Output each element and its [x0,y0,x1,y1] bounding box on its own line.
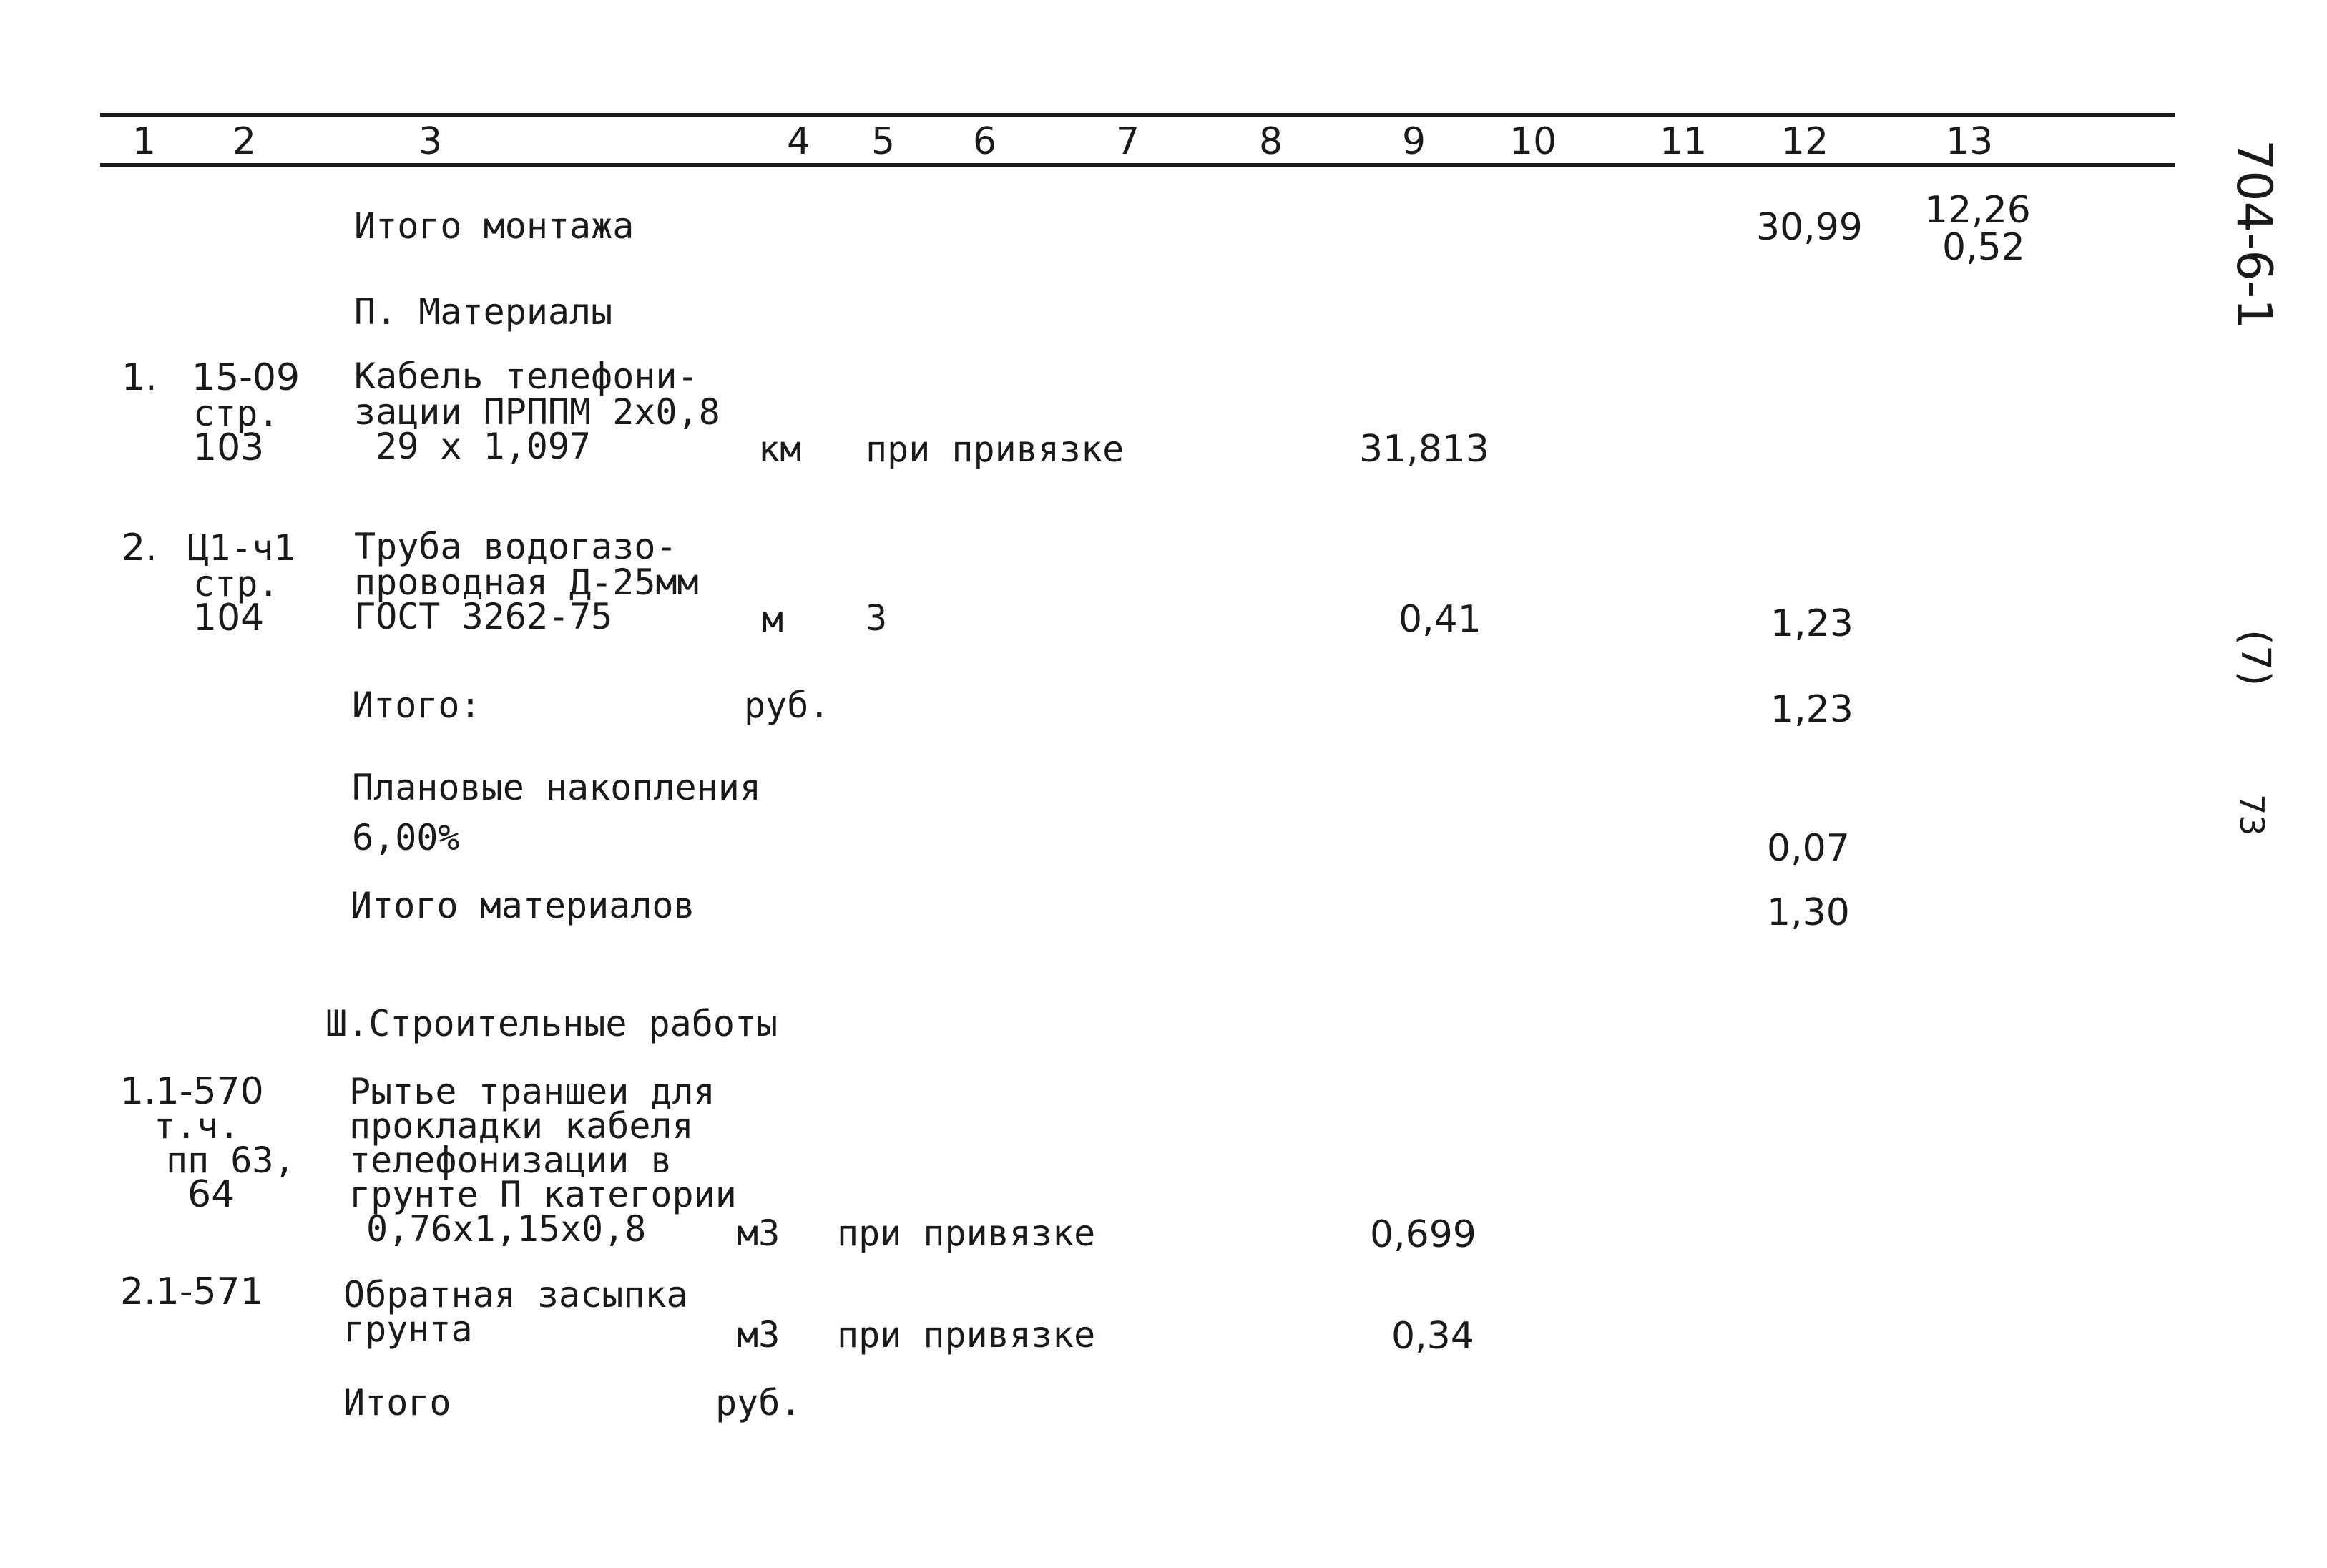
construction-1-desc-line3: телефонизации в [349,1140,672,1181]
page-number: 73 [2233,794,2271,836]
planned-accrual-rate: 6,00% [352,817,460,858]
material-2-qty: 3 [866,597,888,639]
construction-1-code: 1.1-570 [120,1070,264,1113]
construction-2-unit: м3 [737,1314,780,1356]
material-1-desc-line3: 29 х 1,097 [376,426,592,467]
col-header-12: 12 [1781,120,1829,163]
construction-1-desc-line1: Рытье траншеи для [349,1071,715,1112]
construction-1-unit: м3 [737,1212,780,1254]
construction-1-desc-line5: 0,76х1,15х0,8 [366,1208,647,1250]
col-header-5: 5 [871,120,896,163]
construction-total-label: Итого [343,1382,451,1424]
material-2-code: Ц1-ч1 [187,527,295,569]
planned-accrual-label: Плановые накопления [352,767,761,808]
col-header-4: 4 [787,120,811,163]
col-header-9: 9 [1402,120,1426,163]
materials-subtotal-col12: 1,23 [1770,688,1853,731]
construction-2-qty: при привязке [837,1314,1096,1356]
col-header-13: 13 [1946,120,1994,163]
material-1-desc-line2: зации ПРППМ 2х0,8 [354,391,720,433]
construction-2-code: 2.1-571 [120,1270,264,1313]
col-header-7: 7 [1116,120,1140,163]
material-1-code: 15-09 [192,356,300,399]
construction-2-desc-line1: Обратная засыпка [343,1274,688,1315]
material-1-ref-num: 103 [193,426,265,469]
materials-total-label: Итого материалов [351,885,695,926]
construction-2-desc-line2: грунта [343,1308,473,1350]
material-2-unit: м [762,599,784,640]
material-1-ref-page: стр. [193,393,280,434]
material-1-col9: 31,813 [1359,428,1489,471]
col-header-11: 11 [1660,120,1708,163]
construction-1-col9: 0,699 [1370,1213,1476,1256]
section-construction-title: Ш.Строительные работы [325,1003,778,1044]
construction-1-desc-line4: грунте П категории [349,1174,737,1215]
materials-subtotal-label: Итого: [352,685,481,726]
section-materials-title: П. Материалы [354,291,613,333]
construction-1-ref1: т.ч. [154,1105,240,1147]
construction-1-desc-line2: прокладки кабеля [349,1105,694,1147]
material-1-number: 1. [122,356,157,399]
header-top-rule [100,113,2175,117]
construction-1-qty: при привязке [837,1212,1096,1254]
col-header-3: 3 [418,120,443,163]
material-2-number: 2. [122,526,157,569]
sheet-mark: (7) [2232,629,2278,687]
material-2-col9: 0,41 [1398,598,1481,641]
installation-total-col13-b: 0,52 [1942,226,2025,269]
document-code: 704-6-1 [2225,139,2282,330]
installation-total-label: Итого монтажа [354,205,635,247]
installation-total-col13-a: 12,26 [1924,189,2031,232]
planned-accrual-col12: 0,07 [1767,827,1850,870]
col-header-2: 2 [232,120,257,163]
installation-total-col12: 30,99 [1756,206,1863,249]
material-2-desc-line1: Труба водогазо- [354,526,677,567]
construction-total-unit: руб. [715,1382,802,1424]
construction-1-ref2: пп 63, [166,1140,295,1181]
material-2-ref-num: 104 [193,597,265,640]
material-1-unit: км [758,428,802,470]
col-header-1: 1 [132,120,157,163]
construction-2-col9: 0,34 [1391,1315,1474,1358]
materials-subtotal-unit: руб. [744,685,831,726]
col-header-8: 8 [1259,120,1283,163]
construction-1-ref3: 64 [187,1173,235,1216]
material-2-desc-line3: ГОСТ 3262-75 [354,596,613,637]
col-header-6: 6 [973,120,997,163]
material-2-col12: 1,23 [1770,602,1853,645]
material-2-desc-line2: проводная Д-25мм [354,562,699,603]
materials-total-col12: 1,30 [1767,891,1850,934]
material-2-ref-page: стр. [193,563,280,604]
header-bottom-rule [100,163,2175,167]
material-1-qty: при привязке [866,428,1125,470]
col-header-10: 10 [1509,120,1557,163]
material-1-desc-line1: Кабель телефони- [354,356,699,397]
